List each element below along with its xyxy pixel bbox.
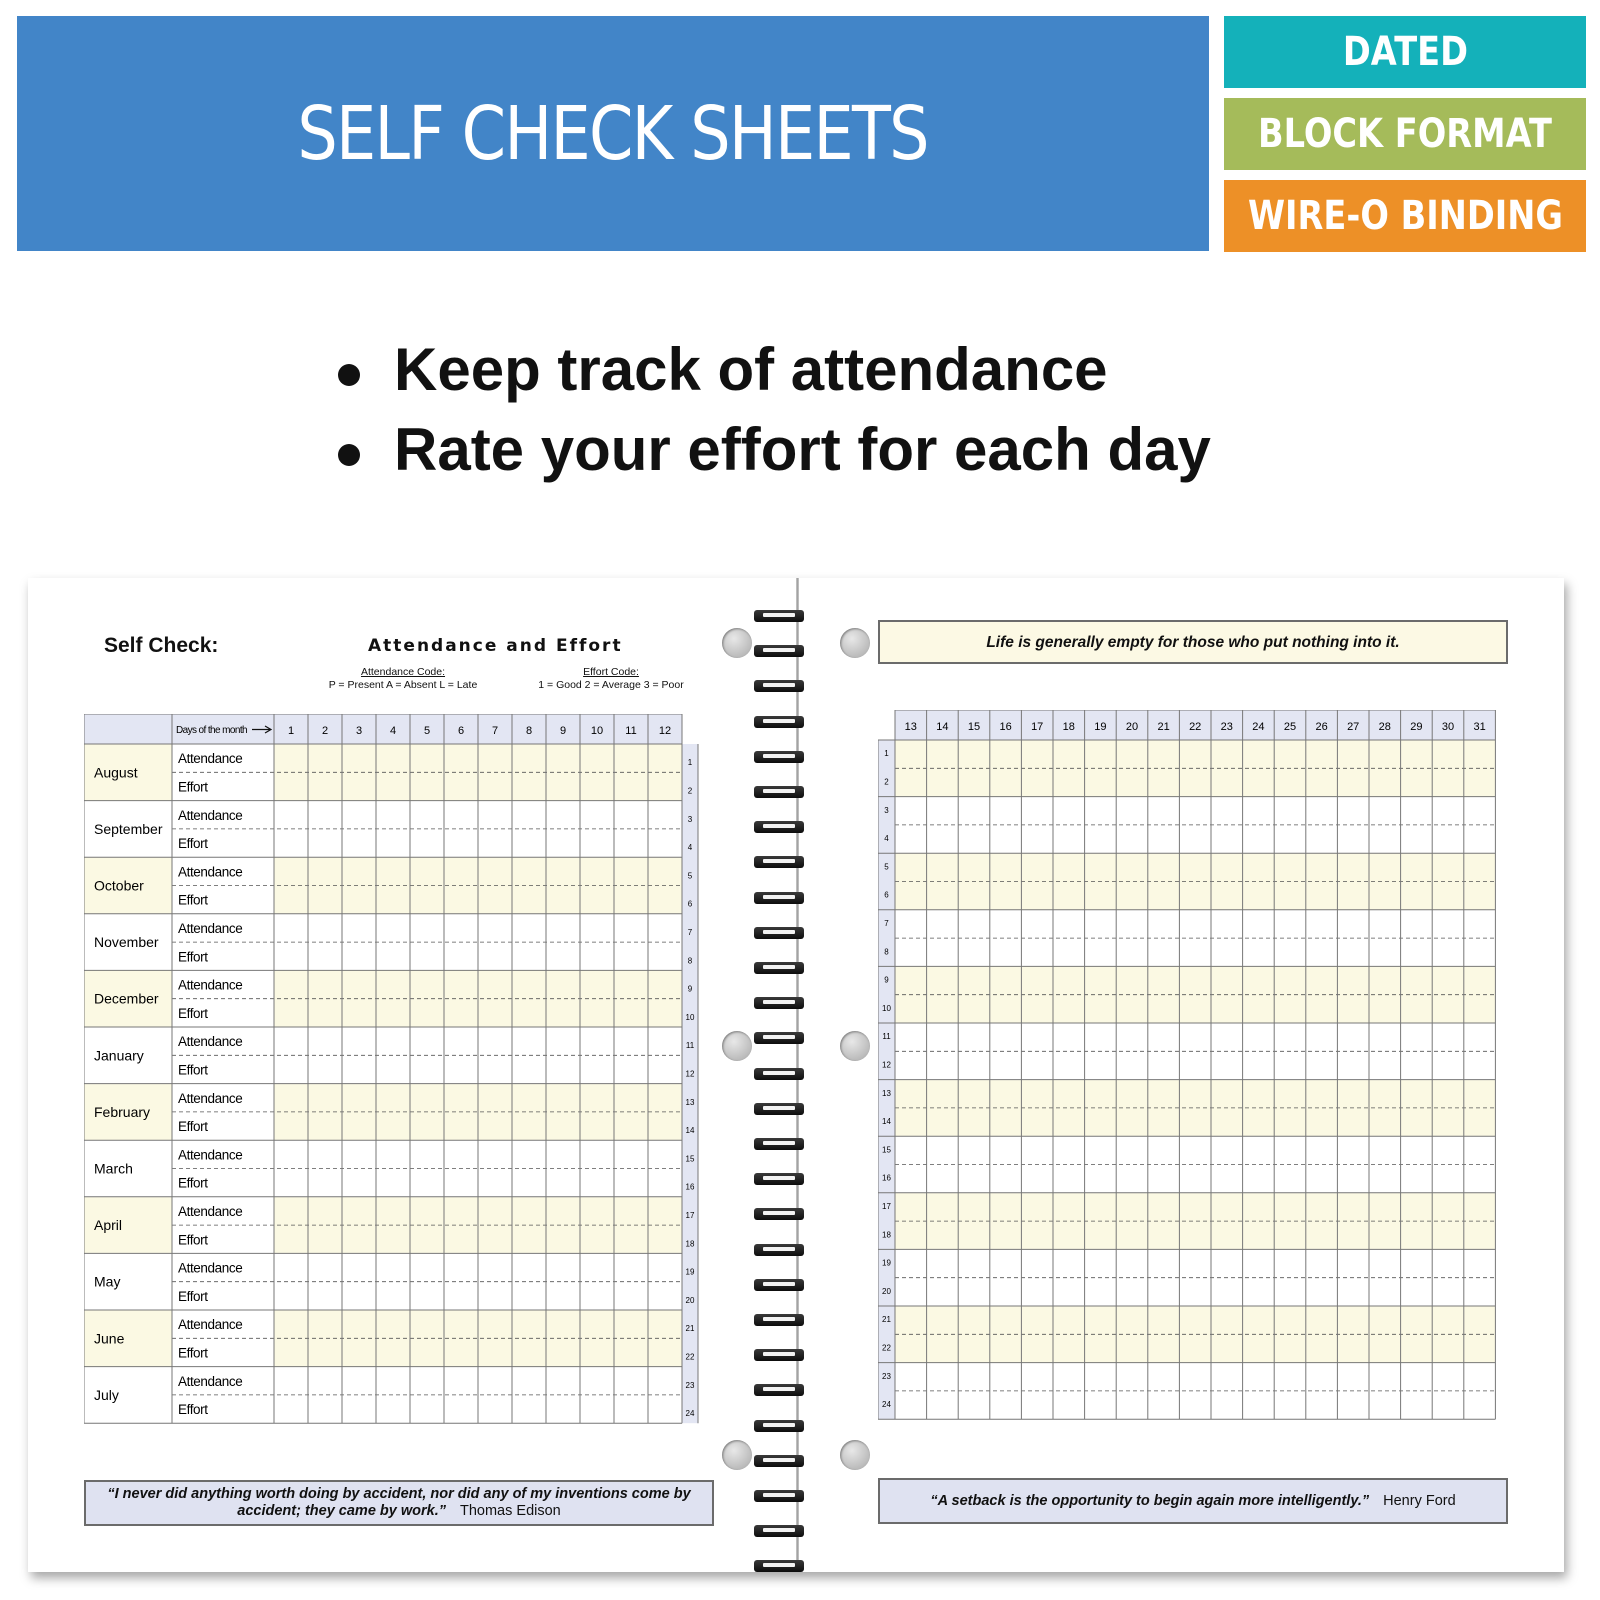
effort-code-label: Effort Code: <box>583 666 639 678</box>
row-number: 17 <box>882 1201 891 1211</box>
row-number: 19 <box>882 1258 891 1268</box>
day-header: 30 <box>1441 721 1455 733</box>
day-header: 10 <box>590 725 604 737</box>
wire-coil <box>754 892 804 904</box>
wire-coil <box>754 1314 804 1326</box>
attendance-label: Attendance <box>178 1034 243 1050</box>
day-header: 12 <box>658 725 672 737</box>
left-page-title: Self Check: <box>104 634 219 657</box>
punch-hole <box>840 628 870 658</box>
left-grid-svg <box>84 714 714 1434</box>
row-number: 15 <box>882 1145 891 1155</box>
row-number: 5 <box>687 871 693 881</box>
month-label: February <box>94 1103 151 1120</box>
attendance-code-label: Attendance Code: <box>360 666 446 678</box>
day-header: 19 <box>1094 721 1107 733</box>
row-tint <box>895 966 1495 1023</box>
row-number: 12 <box>882 1060 891 1070</box>
feature-list <box>332 330 1211 490</box>
wire-coil <box>754 1490 804 1502</box>
day-header: 25 <box>1283 721 1297 733</box>
day-header: 8 <box>525 725 533 737</box>
effort-label: Effort <box>178 1288 208 1304</box>
effort-label: Effort <box>178 1402 208 1418</box>
row-number: 24 <box>685 1409 695 1419</box>
row-number: 3 <box>687 814 693 824</box>
row-number: 22 <box>685 1352 695 1362</box>
effort-label: Effort <box>178 1175 208 1191</box>
effort-code <box>511 666 711 692</box>
effort-label: Effort <box>178 836 208 852</box>
day-header: 11 <box>625 725 637 737</box>
row-number: 1 <box>687 758 693 768</box>
day-header: 27 <box>1347 721 1360 733</box>
wire-coil <box>754 1525 804 1537</box>
row-tint <box>895 740 1495 797</box>
row-number: 8 <box>687 956 693 966</box>
attendance-label: Attendance <box>178 1317 243 1333</box>
top-quote-text: Life is generally empty for those who put nothing into it. <box>986 633 1400 651</box>
row-number: 24 <box>882 1400 891 1410</box>
day-header: 3 <box>355 725 363 737</box>
ford-quote <box>878 1478 1508 1524</box>
row-tint <box>895 1306 1495 1363</box>
day-header: 28 <box>1378 721 1391 733</box>
month-label: January <box>94 1047 144 1064</box>
row-number: 6 <box>884 890 889 900</box>
wire-coil <box>754 962 804 974</box>
day-header: 7 <box>491 725 499 737</box>
attendance-code <box>303 666 503 692</box>
month-label: April <box>94 1217 123 1234</box>
wire-coil <box>754 1420 804 1432</box>
day-header: 13 <box>904 721 917 733</box>
wire-coil <box>754 821 804 833</box>
day-header: 29 <box>1410 721 1423 733</box>
wire-coil <box>754 1455 804 1467</box>
day-header: 14 <box>936 721 949 733</box>
month-label: July <box>94 1386 119 1403</box>
wire-coil <box>754 1068 804 1080</box>
day-header: 22 <box>1189 721 1202 733</box>
row-number: 7 <box>884 918 889 928</box>
wire-coil <box>754 1208 804 1220</box>
row-number: 16 <box>685 1182 695 1192</box>
attendance-label: Attendance <box>178 1147 243 1163</box>
row-tint <box>895 1080 1495 1137</box>
row-number: 23 <box>882 1371 891 1381</box>
row-number: 2 <box>884 777 889 787</box>
row-tint <box>895 1193 1495 1250</box>
wire-coil <box>754 1244 804 1256</box>
day-header: 21 <box>1157 721 1170 733</box>
attendance-label: Attendance <box>178 751 243 767</box>
row-number: 14 <box>882 1117 891 1127</box>
row-number: 15 <box>685 1154 695 1164</box>
wire-coil <box>754 680 804 692</box>
day-header: 17 <box>1031 721 1044 733</box>
wire-coil <box>754 1173 804 1185</box>
day-header: 1 <box>287 725 295 737</box>
row-number: 13 <box>685 1097 695 1107</box>
attendance-label: Attendance <box>178 807 243 823</box>
tag-wire-o-binding: WIRE-O BINDING <box>1224 180 1586 252</box>
row-number: 23 <box>685 1380 695 1390</box>
wire-coil <box>754 751 804 763</box>
day-header: 2 <box>321 725 329 737</box>
day-header: 6 <box>457 725 465 737</box>
row-number: 1 <box>884 749 889 759</box>
month-label: May <box>94 1273 121 1290</box>
wire-coil <box>754 1384 804 1396</box>
banner-title: SELF CHECK SHEETS <box>297 90 929 177</box>
row-number: 10 <box>685 1012 695 1022</box>
wire-coil <box>754 1560 804 1572</box>
wire-coil <box>754 1349 804 1361</box>
wire-coil <box>754 1103 804 1115</box>
row-number: 7 <box>687 927 693 937</box>
effort-label: Effort <box>178 1119 208 1135</box>
row-number: 4 <box>687 843 693 853</box>
month-label: November <box>94 934 159 951</box>
day-header: 31 <box>1473 721 1486 733</box>
wire-coil <box>754 1138 804 1150</box>
edison-quote-author: Thomas Edison <box>459 1503 561 1519</box>
days-header-label: Days of the month <box>176 725 247 736</box>
feature-effort: Rate your effort for each day <box>332 410 1211 490</box>
day-header: 23 <box>1220 721 1233 733</box>
month-label: October <box>94 877 144 894</box>
feature-attendance: Keep track of attendance <box>332 330 1211 410</box>
wire-coil <box>754 716 804 728</box>
attendance-label: Attendance <box>178 1373 243 1389</box>
left-grid <box>84 714 714 1434</box>
row-number: 17 <box>685 1210 695 1220</box>
row-number: 20 <box>882 1286 891 1296</box>
row-number: 21 <box>685 1324 695 1334</box>
day-header: 16 <box>999 721 1012 733</box>
row-number: 16 <box>882 1173 891 1183</box>
wire-coil <box>754 927 804 939</box>
wire-coil <box>754 645 804 657</box>
punch-hole <box>722 1031 752 1061</box>
row-number: 2 <box>687 786 693 796</box>
punch-hole <box>722 1440 752 1470</box>
attendance-label: Attendance <box>178 920 243 936</box>
effort-label: Effort <box>178 949 208 965</box>
row-number: 14 <box>685 1126 695 1136</box>
tag-dated: DATED <box>1224 16 1586 88</box>
day-header: 24 <box>1252 721 1265 733</box>
wire-coil <box>754 610 804 622</box>
ford-quote-author: Henry Ford <box>1383 1492 1456 1509</box>
attendance-label: Attendance <box>178 1203 243 1219</box>
row-number: 21 <box>882 1315 891 1325</box>
banner <box>17 16 1209 251</box>
row-number: 5 <box>884 862 889 872</box>
day-header: 9 <box>559 725 567 737</box>
effort-label: Effort <box>178 892 208 908</box>
row-tint <box>895 853 1495 910</box>
wire-coil <box>754 1032 804 1044</box>
edison-quote <box>84 1480 714 1526</box>
effort-code-text: 1 = Good 2 = Average 3 = Poor <box>538 679 684 691</box>
month-label: March <box>94 1160 133 1177</box>
month-label: December <box>94 990 159 1007</box>
row-number: 19 <box>685 1267 695 1277</box>
effort-label: Effort <box>178 1062 208 1078</box>
day-header: 5 <box>423 725 431 737</box>
left-page-heading: Attendance and Effort <box>368 636 623 656</box>
row-number: 11 <box>685 1041 695 1051</box>
row-number: 10 <box>882 1003 891 1013</box>
wire-coil <box>754 856 804 868</box>
effort-label: Effort <box>178 1345 208 1361</box>
month-label: August <box>94 764 138 781</box>
row-number: 18 <box>685 1239 695 1249</box>
wire-coil <box>754 786 804 798</box>
row-number: 9 <box>884 975 889 985</box>
day-header: 26 <box>1315 721 1328 733</box>
top-quote <box>878 620 1508 664</box>
row-number: 3 <box>884 805 889 815</box>
row-number: 6 <box>687 899 693 909</box>
row-number: 20 <box>685 1295 695 1305</box>
day-header: 18 <box>1062 721 1075 733</box>
row-number: 4 <box>884 834 889 844</box>
tag-block-format: BLOCK FORMAT <box>1224 98 1586 170</box>
day-header: 15 <box>967 721 981 733</box>
month-label: June <box>94 1330 125 1347</box>
wire-o-binding <box>754 610 804 1550</box>
row-number: 9 <box>687 984 693 994</box>
punch-hole <box>722 628 752 658</box>
attendance-code-text: P = Present A = Absent L = Late <box>328 679 478 691</box>
right-grid-svg <box>878 710 1532 1432</box>
row-number: 8 <box>884 947 889 957</box>
ford-quote-text: “A setback is the opportunity to begin again more intelligently.” <box>930 1492 1370 1509</box>
row-number: 13 <box>882 1088 891 1098</box>
attendance-label: Attendance <box>178 1260 243 1276</box>
row-number: 18 <box>882 1230 891 1240</box>
day-header: 20 <box>1125 721 1139 733</box>
effort-label: Effort <box>178 1005 208 1021</box>
day-header: 4 <box>389 725 397 737</box>
right-grid <box>878 710 1532 1432</box>
punch-hole <box>840 1031 870 1061</box>
edison-quote-text: “I never did anything worth doing by accident, nor did any of my inventions come by accident; they came by work.” <box>107 1486 691 1519</box>
punch-hole <box>840 1440 870 1470</box>
row-number: 11 <box>882 1032 891 1042</box>
wire-coil <box>754 1279 804 1291</box>
effort-label: Effort <box>178 1232 208 1248</box>
wire-coil <box>754 997 804 1009</box>
attendance-label: Attendance <box>178 864 243 880</box>
month-label: September <box>94 820 163 837</box>
row-number: 12 <box>685 1069 695 1079</box>
attendance-label: Attendance <box>178 1090 243 1106</box>
effort-label: Effort <box>178 779 208 795</box>
attendance-label: Attendance <box>178 977 243 993</box>
row-number: 22 <box>882 1343 891 1353</box>
